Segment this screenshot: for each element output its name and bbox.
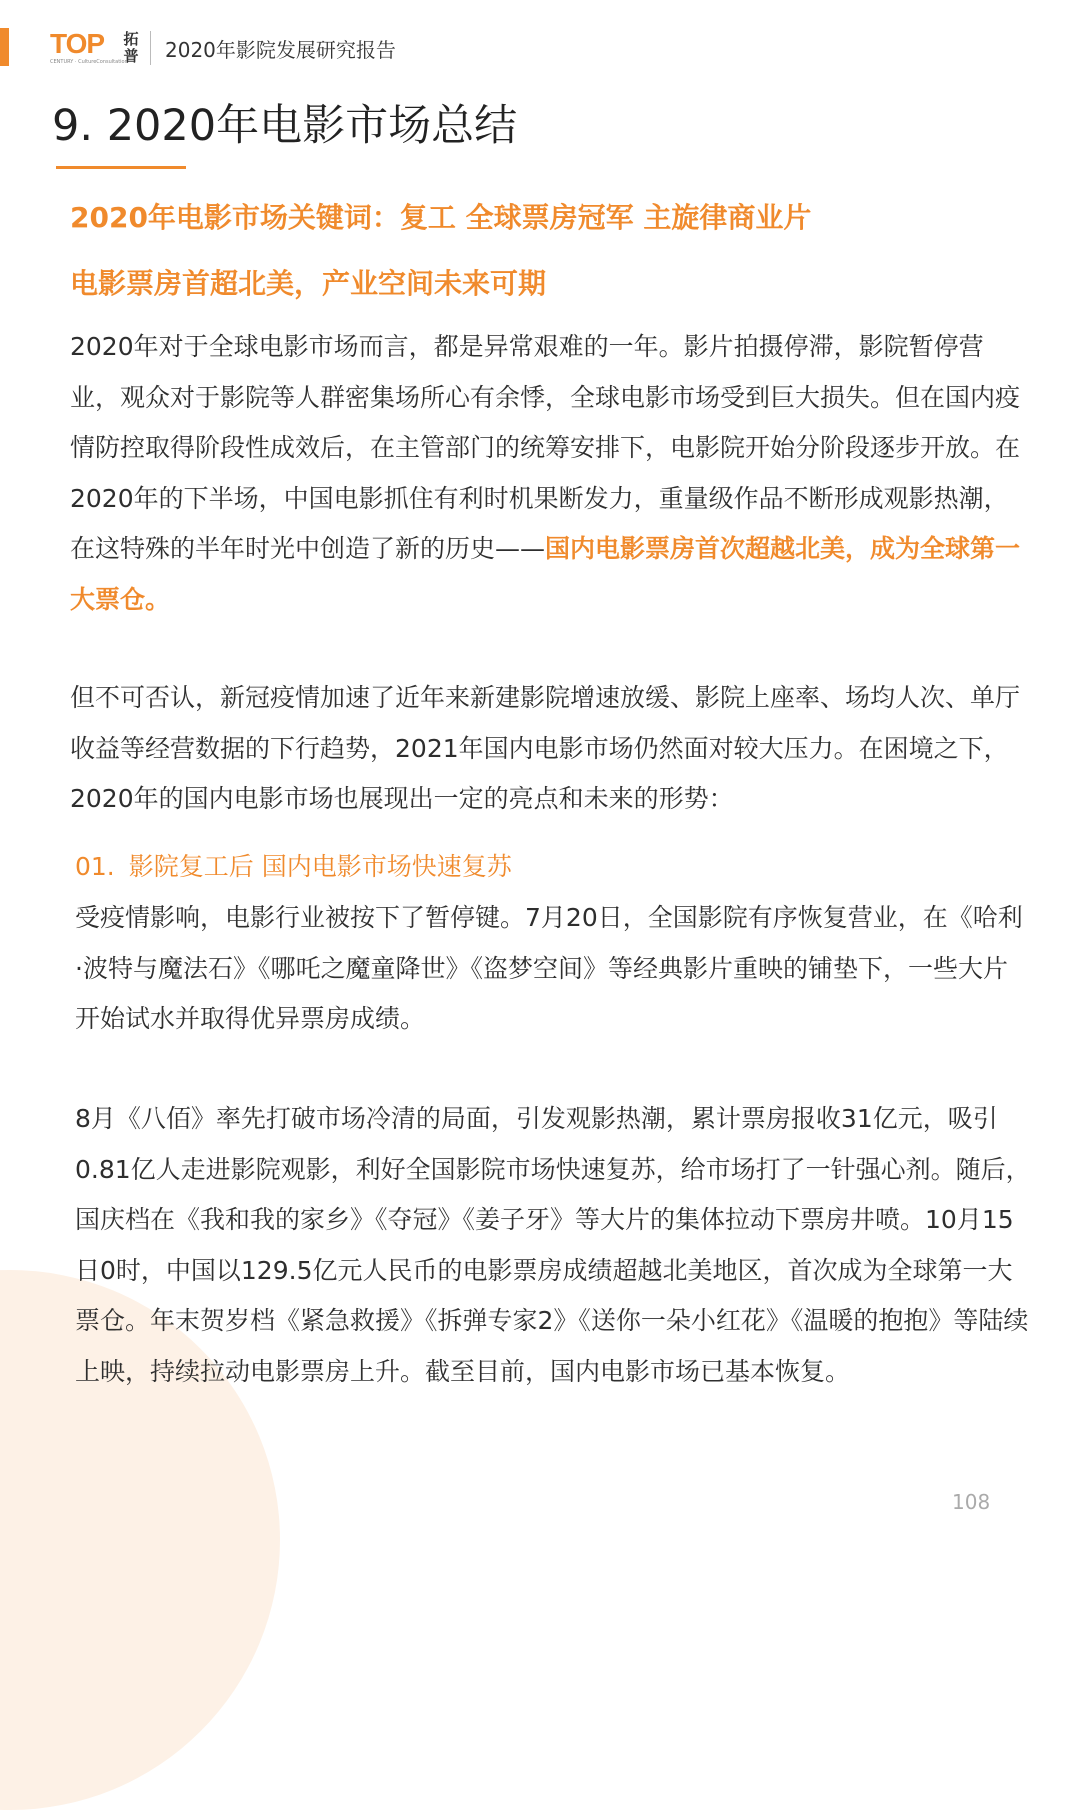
section-title: 9. 2020年电影市场总结 <box>52 101 518 151</box>
logo-text: TOP <box>50 28 105 59</box>
title-underline <box>56 166 186 169</box>
intro-paragraph <box>70 322 1030 625</box>
point-number: 01. <box>75 852 115 881</box>
accent-side-bar <box>0 28 9 66</box>
context-paragraph: 但不可否认，新冠疫情加速了近年来新建影院增速放缓、影院上座率、场均人次、单厅收益等经营数据的下行趋势，2021年国内电影市场仍然面对较大压力。在困境之下，2020年的国内电影市场也展现出一定的亮点和未来的形势： <box>70 683 1021 813</box>
page-header <box>50 26 396 70</box>
headline-subtitle: 电影票房首超北美，产业空间未来可期 <box>70 267 547 300</box>
point-heading <box>75 847 512 887</box>
logo-chinese-name: 拓普 <box>123 30 139 65</box>
logo-subtext: CENTURY · CultureConsultation <box>50 59 128 65</box>
keywords-subtitle: 2020年电影市场关键词：复工 全球票房冠军 主旋律商业片 <box>70 201 812 234</box>
top-logo <box>50 28 128 66</box>
intro-paragraph-text: 2020年对于全球电影市场而言，都是异常艰难的一年。影片拍摄停滞，影院暂停营业，观众对于影院等人群密集场所心有余悸，全球电影市场受到巨大损失。但在国内疫情防控取得阶段性成效后，在主管部门的统筹安排下，电影院开始分阶段逐步开放。在2020年的下半场，中国电影抓住有利时机果断发力，重量级作品不断形成观影热潮，在这特殊的半年时光中创造了新的历史—— <box>70 332 1021 563</box>
intro-paragraph-highlight: 国内电影票房首次超越北美，成为全球第一大票仓。 <box>70 534 1021 614</box>
page-number: 108 <box>952 1490 991 1514</box>
logo-mark <box>50 30 104 58</box>
point-paragraph-1: 受疫情影响，电影行业被按下了暂停键。7月20日，全国影院有序恢复营业，在《哈利·波特与魔法石》《哪吒之魔童降世》《盗梦空间》等经典影片重映的铺垫下，一些大片开始试水并取得优异票房成绩。 <box>75 903 1023 1033</box>
report-title: 2020年影院发展研究报告 <box>165 37 396 62</box>
header-divider <box>150 31 151 65</box>
point-title: 影院复工后 国内电影市场快速复苏 <box>128 852 512 881</box>
point-paragraph-2: 8月《八佰》率先打破市场冷清的局面，引发观影热潮，累计票房报收31亿元，吸引0.81亿人走进影院观影，利好全国影院市场快速复苏，给市场打了一针强心剂。随后，国庆档在《我和我的家乡》《夺冠》《姜子牙》等大片的集体拉动下票房井喷。10月15日0时，中国以129.5亿元人民币的电影票房成绩超越北美地区，首次成为全球第一大票仓。年末贺岁档《紧急救援》《拆弹专家2》《送你一朵小红花》《温暖的抱抱》等陆续上映，持续拉动电影票房上升。截至目前，国内电影市场已基本恢复。 <box>75 1104 1031 1386</box>
